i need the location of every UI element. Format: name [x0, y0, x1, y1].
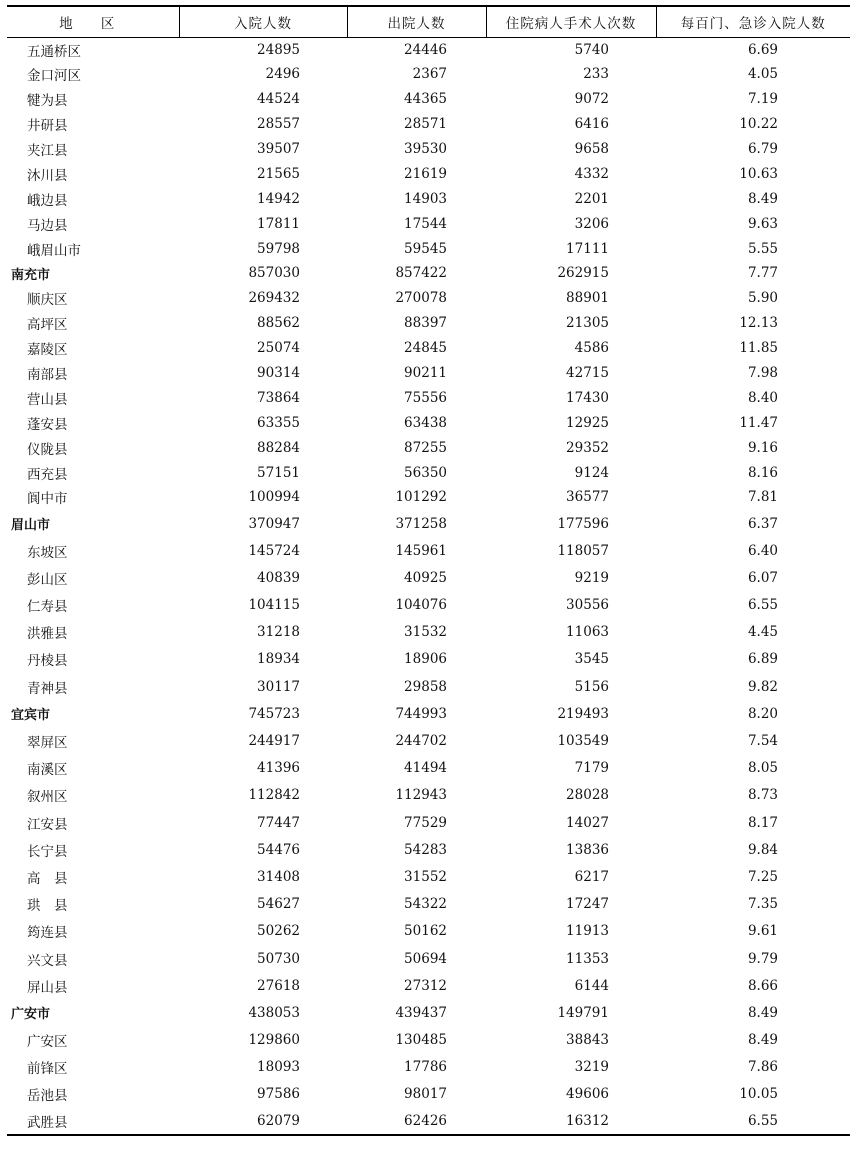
cell-surgeries: 11063 — [566, 624, 609, 641]
cell-surgeries: 3206 — [574, 215, 609, 232]
cell-discharges: 18906 — [404, 651, 447, 668]
cell-region: 眉山市 — [11, 518, 51, 534]
cell-surgeries: 14027 — [566, 814, 609, 831]
cell-admissions: 50730 — [257, 950, 300, 967]
cell-region: 东坡区 — [27, 544, 68, 561]
cell-region: 夹江县 — [27, 143, 68, 159]
cell-surgeries: 9219 — [574, 569, 609, 586]
table-row — [7, 755, 850, 782]
cell-region: 岳池县 — [27, 1088, 68, 1105]
cell-admissions: 18093 — [257, 1059, 300, 1076]
cell-admissions: 104115 — [248, 597, 300, 614]
cell-surgeries: 2201 — [574, 190, 609, 207]
cell-admission-rate: 8.20 — [747, 705, 778, 722]
cell-admissions: 54627 — [257, 896, 300, 913]
cell-surgeries: 4332 — [574, 165, 609, 182]
cell-admissions: 30117 — [257, 678, 300, 695]
cell-discharges: 371258 — [395, 515, 447, 532]
cell-admission-rate: 8.16 — [747, 464, 778, 481]
cell-surgeries: 11913 — [566, 923, 609, 940]
cell-discharges: 75556 — [404, 389, 447, 406]
table-row — [7, 945, 850, 972]
cell-admissions: 31218 — [257, 624, 300, 641]
cell-region: 南充市 — [11, 267, 51, 283]
cell-discharges: 31532 — [404, 624, 447, 641]
table-row — [7, 137, 850, 162]
cell-discharges: 88397 — [404, 315, 447, 332]
cell-region: 顺庆区 — [27, 292, 68, 309]
cell-admission-rate: 11.47 — [739, 414, 778, 431]
cell-admissions: 90314 — [257, 365, 300, 382]
cell-discharges: 77529 — [404, 814, 447, 831]
table-row — [7, 1081, 850, 1108]
cell-admission-rate: 8.49 — [747, 190, 778, 207]
table-row — [7, 1054, 850, 1081]
cell-discharges: 130485 — [395, 1032, 447, 1049]
table-row — [7, 336, 850, 361]
cell-admission-rate: 7.77 — [747, 265, 778, 282]
cell-region: 广安市 — [11, 1007, 51, 1023]
cell-admission-rate: 6.55 — [747, 597, 778, 614]
table-row — [7, 211, 850, 236]
cell-region: 井研县 — [27, 118, 68, 135]
table-row — [7, 727, 850, 754]
cell-surgeries: 9072 — [574, 91, 609, 108]
cell-admission-rate: 7.81 — [747, 489, 778, 506]
cell-admission-rate: 9.84 — [747, 841, 778, 858]
cell-admission-rate: 8.17 — [747, 814, 778, 831]
cell-admission-rate: 6.55 — [656, 1108, 850, 1135]
cell-admission-rate: 6.69 — [747, 41, 778, 58]
cell-discharges: 59545 — [404, 240, 447, 257]
cell-admissions: 59798 — [257, 240, 300, 257]
cell-surgeries: 6416 — [574, 116, 609, 133]
cell-surgeries: 13836 — [566, 841, 609, 858]
cell-admission-rate: 5.90 — [747, 290, 778, 307]
cell-discharges: 41494 — [404, 760, 447, 777]
cell-region: 筠连县 — [27, 925, 68, 942]
cell-discharges: 87255 — [404, 439, 447, 456]
cell-region: 宜宾市 — [11, 708, 51, 724]
cell-admissions: 31408 — [257, 868, 300, 885]
table-row — [7, 161, 850, 186]
cell-admission-rate: 8.66 — [747, 977, 778, 994]
cell-admissions: 41396 — [257, 760, 300, 777]
cell-admissions: 40839 — [257, 569, 300, 586]
table-row — [7, 863, 850, 890]
cell-admission-rate: 7.98 — [747, 365, 778, 382]
cell-admissions: 97586 — [257, 1086, 300, 1103]
cell-admissions: 88284 — [257, 439, 300, 456]
table-row — [7, 286, 850, 311]
cell-discharges: 62426 — [347, 1108, 486, 1135]
cell-region: 珙 县 — [27, 898, 68, 915]
cell-admission-rate: 7.54 — [747, 733, 778, 750]
cell-region: 高 县 — [27, 870, 68, 887]
cell-surgeries: 5156 — [574, 678, 609, 695]
cell-admissions: 857030 — [248, 265, 300, 282]
cell-surgeries: 233 — [583, 66, 609, 83]
cell-surgeries: 149791 — [557, 1004, 609, 1021]
cell-surgeries: 12925 — [566, 414, 609, 431]
cell-region: 屏山县 — [27, 979, 68, 996]
table-row-city — [7, 999, 850, 1026]
cell-admissions: 73864 — [257, 389, 300, 406]
cell-surgeries: 7179 — [574, 760, 609, 777]
table-row — [7, 591, 850, 618]
table-row-city — [7, 510, 850, 537]
table-row — [7, 972, 850, 999]
cell-surgeries: 9124 — [574, 464, 609, 481]
cell-discharges: 31552 — [404, 868, 447, 885]
table-row — [7, 537, 850, 564]
table-row — [7, 809, 850, 836]
cell-surgeries: 177596 — [557, 515, 609, 532]
cell-admission-rate: 4.05 — [747, 66, 778, 83]
cell-admissions: 28557 — [257, 116, 300, 133]
cell-discharges: 145961 — [395, 542, 447, 559]
statistics-table-container — [7, 5, 850, 1136]
cell-region: 彭山区 — [27, 571, 68, 588]
table-row — [7, 361, 850, 386]
cell-region: 青神县 — [27, 680, 68, 697]
cell-admissions: 145724 — [248, 542, 300, 559]
cell-admission-rate: 8.05 — [747, 760, 778, 777]
cell-admissions: 14942 — [257, 190, 300, 207]
cell-admissions: 44524 — [257, 91, 300, 108]
cell-admissions: 370947 — [248, 515, 300, 532]
table-row — [7, 37, 850, 62]
cell-surgeries: 5740 — [574, 41, 609, 58]
cell-surgeries: 28028 — [566, 787, 609, 804]
table-header-row — [7, 6, 850, 37]
table-row-city — [7, 700, 850, 727]
header-discharges: 出院人数 — [347, 6, 486, 37]
cell-admission-rate: 11.85 — [739, 340, 778, 357]
cell-admission-rate: 8.40 — [747, 389, 778, 406]
table-row — [7, 236, 850, 261]
cell-surgeries: 36577 — [566, 489, 609, 506]
cell-discharges: 29858 — [404, 678, 447, 695]
cell-discharges: 39530 — [404, 141, 447, 157]
cell-discharges: 14903 — [404, 190, 447, 207]
cell-admissions: 63355 — [257, 414, 300, 431]
cell-admission-rate: 10.05 — [739, 1086, 778, 1103]
cell-region: 五通桥区 — [27, 43, 81, 60]
table-row — [7, 385, 850, 410]
cell-admission-rate: 7.86 — [747, 1059, 778, 1076]
cell-surgeries: 16312 — [486, 1108, 656, 1135]
table-row — [7, 918, 850, 945]
cell-admissions: 18934 — [257, 651, 300, 668]
table-row — [7, 836, 850, 863]
cell-region: 丹棱县 — [27, 653, 68, 670]
cell-admissions: 88562 — [257, 315, 300, 332]
cell-admissions: 25074 — [257, 340, 300, 357]
cell-region: 叙州区 — [27, 789, 68, 806]
cell-region: 金口河区 — [27, 68, 81, 85]
cell-discharges: 54283 — [404, 841, 447, 858]
cell-discharges: 28571 — [404, 116, 447, 133]
cell-discharges: 24845 — [404, 340, 447, 357]
table-row — [7, 460, 850, 485]
cell-discharges: 244702 — [395, 733, 447, 750]
cell-admission-rate: 9.79 — [747, 950, 778, 967]
cell-surgeries: 219493 — [557, 705, 609, 722]
cell-surgeries: 17247 — [566, 896, 609, 913]
cell-region: 兴文县 — [27, 952, 68, 969]
table-row — [7, 112, 850, 137]
cell-admission-rate: 9.63 — [747, 215, 778, 232]
cell-admissions: 50262 — [257, 923, 300, 940]
cell-region: 峨边县 — [27, 192, 68, 209]
cell-discharges: 17786 — [404, 1059, 447, 1076]
header-region: 地 区 — [7, 6, 179, 37]
cell-surgeries: 29352 — [566, 439, 609, 456]
cell-surgeries: 4586 — [574, 340, 609, 357]
cell-surgeries: 49606 — [566, 1086, 609, 1103]
table-row — [7, 891, 850, 918]
cell-admissions: 57151 — [257, 464, 300, 481]
header-admission-rate: 每百门、急诊入院人数 — [656, 6, 850, 37]
cell-admission-rate: 6.40 — [747, 542, 778, 559]
cell-region: 马边县 — [27, 217, 68, 234]
cell-admissions: 24895 — [257, 41, 300, 58]
cell-surgeries: 42715 — [566, 365, 609, 382]
cell-admissions: 54476 — [257, 841, 300, 858]
cell-region: 犍为县 — [27, 93, 68, 110]
cell-region: 高坪区 — [27, 317, 68, 334]
cell-region: 武胜县 — [7, 1108, 179, 1135]
cell-admission-rate: 6.89 — [747, 651, 778, 668]
cell-admissions: 39507 — [257, 141, 300, 157]
cell-region: 翠屏区 — [27, 735, 68, 752]
cell-region: 西充县 — [27, 466, 68, 483]
cell-surgeries: 262915 — [557, 265, 609, 282]
cell-admission-rate: 7.35 — [747, 896, 778, 913]
header-surgeries: 住院病人手术人次数 — [486, 6, 656, 37]
cell-admissions: 745723 — [248, 705, 300, 722]
cell-region: 营山县 — [27, 391, 68, 408]
cell-region: 洪雅县 — [27, 626, 68, 643]
table-row — [7, 564, 850, 591]
cell-discharges: 104076 — [395, 597, 447, 614]
cell-discharges: 54322 — [404, 896, 447, 913]
hospital-statistics-table — [7, 5, 850, 1136]
cell-admission-rate: 9.16 — [747, 439, 778, 456]
cell-surgeries: 3219 — [574, 1059, 609, 1076]
table-row — [7, 311, 850, 336]
cell-region: 南溪区 — [27, 762, 68, 779]
cell-surgeries: 88901 — [566, 290, 609, 307]
cell-admission-rate: 12.13 — [739, 315, 778, 332]
cell-discharges: 17544 — [404, 215, 447, 232]
table-row — [7, 1026, 850, 1053]
cell-region: 阆中市 — [27, 491, 68, 508]
cell-admission-rate: 5.55 — [747, 240, 778, 257]
cell-surgeries: 30556 — [566, 597, 609, 614]
cell-admission-rate: 6.79 — [747, 141, 778, 157]
cell-surgeries: 9658 — [574, 141, 609, 157]
cell-admissions: 27618 — [257, 977, 300, 994]
cell-admissions: 62079 — [179, 1108, 347, 1135]
cell-discharges: 24446 — [404, 41, 447, 58]
cell-admissions: 100994 — [248, 489, 300, 506]
cell-discharges: 744993 — [395, 705, 447, 722]
cell-region: 沐川县 — [27, 167, 68, 184]
cell-surgeries: 6217 — [574, 868, 609, 885]
cell-admission-rate: 10.22 — [739, 116, 778, 133]
table-row — [7, 782, 850, 809]
cell-region: 嘉陵区 — [27, 342, 68, 359]
cell-region: 蓬安县 — [27, 416, 68, 433]
cell-discharges: 50694 — [404, 950, 447, 967]
cell-admission-rate: 8.73 — [747, 787, 778, 804]
cell-admission-rate: 8.49 — [747, 1004, 778, 1021]
cell-admission-rate: 7.25 — [747, 868, 778, 885]
cell-admission-rate: 9.82 — [747, 678, 778, 695]
cell-admissions: 112842 — [248, 787, 300, 804]
cell-discharges: 44365 — [404, 91, 447, 108]
cell-region: 前锋区 — [27, 1061, 68, 1078]
cell-surgeries: 6144 — [574, 977, 609, 994]
cell-admission-rate: 9.61 — [747, 923, 778, 940]
cell-admissions: 129860 — [248, 1032, 300, 1049]
cell-discharges: 40925 — [404, 569, 447, 586]
header-admissions: 入院人数 — [179, 6, 347, 37]
table-row — [7, 646, 850, 673]
cell-region: 仁寿县 — [27, 599, 68, 616]
cell-surgeries: 17430 — [566, 389, 609, 406]
table-row-city — [7, 261, 850, 286]
cell-surgeries: 103549 — [557, 733, 609, 750]
table-row — [7, 186, 850, 211]
cell-admission-rate: 7.19 — [747, 91, 778, 108]
table-row — [7, 673, 850, 700]
cell-discharges: 21619 — [404, 165, 447, 182]
table-row — [7, 619, 850, 646]
cell-discharges: 63438 — [404, 414, 447, 431]
cell-surgeries: 118057 — [557, 542, 609, 559]
cell-surgeries: 38843 — [566, 1032, 609, 1049]
cell-admissions: 2496 — [265, 66, 300, 83]
cell-admissions: 438053 — [248, 1004, 300, 1021]
cell-admissions: 21565 — [257, 165, 300, 182]
cell-admission-rate: 4.45 — [747, 624, 778, 641]
cell-discharges: 98017 — [404, 1086, 447, 1103]
cell-admission-rate: 6.07 — [747, 569, 778, 586]
cell-surgeries: 17111 — [566, 240, 609, 257]
cell-discharges: 50162 — [404, 923, 447, 940]
cell-discharges: 857422 — [395, 265, 447, 282]
cell-discharges: 2367 — [412, 66, 447, 83]
cell-admission-rate: 6.37 — [747, 515, 778, 532]
table-row — [7, 87, 850, 112]
cell-region: 南部县 — [27, 367, 68, 384]
cell-admissions: 17811 — [257, 215, 300, 232]
cell-discharges: 56350 — [404, 464, 447, 481]
cell-discharges: 27312 — [404, 977, 447, 994]
table-row — [7, 410, 850, 435]
cell-admission-rate: 8.49 — [747, 1032, 778, 1049]
cell-discharges: 112943 — [395, 787, 447, 804]
table-row — [7, 435, 850, 460]
cell-region: 峨眉山市 — [27, 242, 81, 259]
cell-discharges: 439437 — [395, 1004, 447, 1021]
cell-discharges: 270078 — [395, 290, 447, 307]
cell-surgeries: 11353 — [566, 950, 609, 967]
table-row — [7, 485, 850, 510]
cell-admissions: 244917 — [248, 733, 300, 750]
cell-admissions: 77447 — [257, 814, 300, 831]
cell-discharges: 90211 — [404, 365, 447, 382]
cell-region: 江安县 — [27, 816, 68, 833]
cell-region: 长宁县 — [27, 843, 68, 860]
cell-region: 仪陇县 — [27, 441, 68, 458]
cell-surgeries: 3545 — [574, 651, 609, 668]
table-row — [7, 62, 850, 87]
cell-admissions: 269432 — [248, 290, 300, 307]
table-body — [7, 37, 850, 1135]
table-row — [7, 1108, 850, 1135]
cell-discharges: 101292 — [395, 489, 447, 506]
cell-region: 广安区 — [27, 1034, 68, 1051]
cell-admission-rate: 10.63 — [739, 165, 778, 182]
cell-surgeries: 21305 — [566, 315, 609, 332]
